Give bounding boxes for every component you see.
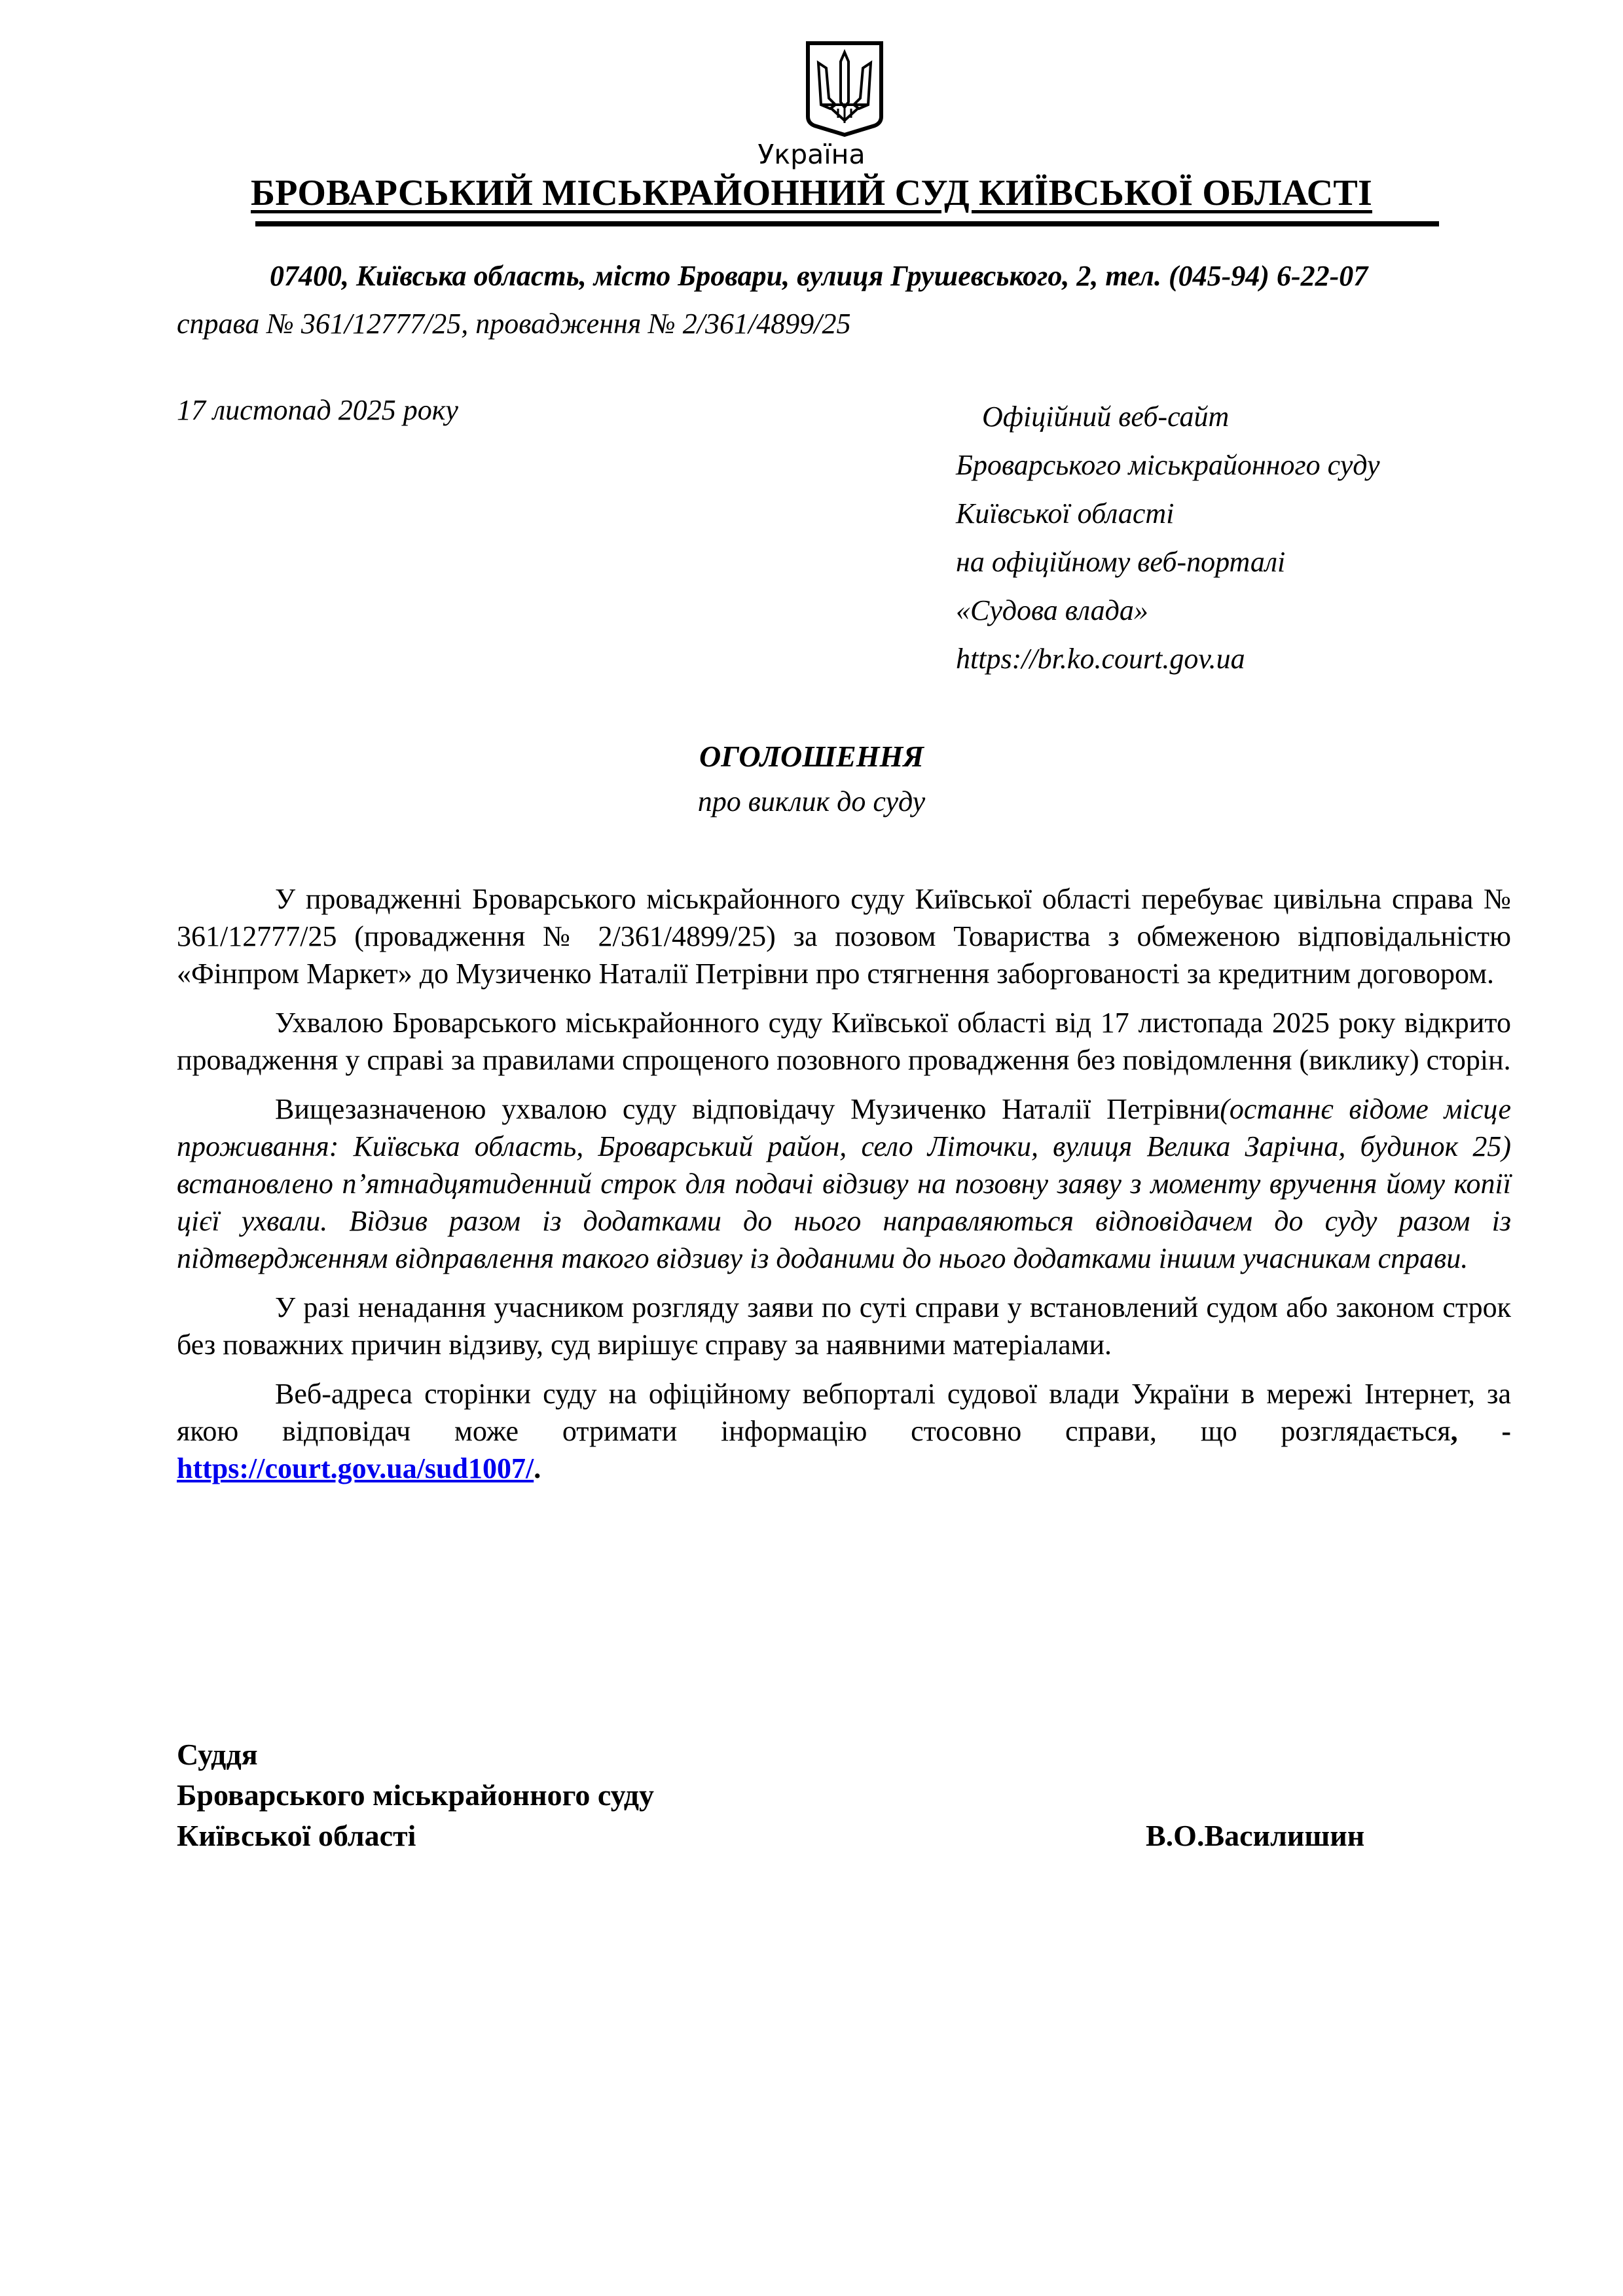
body-paragraph-1: У провадженні Броварського міськрайонного суду Київської області перебуває цивільна справа № 361/12777/25 (провадження № 2/361/4899/25) за позовом Товариства з обмеженою відповідальністю «Фінпром Маркет» до Музиченко Наталії Петрівни про стягнення заборгованості за кредитним договором. [177, 883, 1511, 990]
recipient-block [956, 393, 1379, 683]
recipient-line: «Судова влада» [956, 594, 1148, 626]
header-divider [255, 221, 1439, 226]
announcement-subtitle: про виклик до суду [697, 785, 926, 817]
signature-title: Суддя [177, 1738, 258, 1771]
signature-block [177, 1734, 654, 1856]
court-address: 07400, Київська область, місто Бровари, вулиця Грушевського, 2, тел. (045-94) 6-22-07 [270, 260, 1368, 292]
recipient-url: https://br.ko.court.gov.ua [956, 643, 1245, 675]
body-paragraph-2: Ухвалою Броварського міськрайонного суду Київської області від 17 листопада 2025 року відкрито провадження у справі за правилами спрощеного позовного провадження без повідомлення (виклику) сторін. [177, 1007, 1511, 1076]
country-label: Україна [757, 139, 866, 170]
court-name-heading [0, 171, 1623, 215]
p5-text: Веб-адреса сторінки суду на офіційному вебпорталі судової влади України в мережі Інтернет, за якою відповідач може отримати інформацію стосовно справи, що розглядається [177, 1378, 1511, 1447]
court-page-link[interactable]: https://court.gov.ua/sud1007/ [177, 1452, 534, 1484]
signature-court-line-1: Броварського міськрайонного суду [177, 1778, 655, 1812]
body-paragraph-3 [177, 1090, 1511, 1277]
judge-name: В.О.Василишин [1146, 1819, 1365, 1852]
body-paragraph-5 [177, 1375, 1511, 1487]
signature-court-line-2: Київської області [177, 1819, 416, 1852]
document-date: 17 листопад 2025 року [177, 394, 458, 426]
announcement-title: ОГОЛОШЕННЯ [699, 740, 924, 773]
case-number-line: справа № 361/12777/25, провадження № 2/361/4899/25 [177, 308, 851, 340]
ukraine-coat-of-arms-icon [804, 39, 885, 137]
body-paragraph-4: У разі ненадання учасником розгляду заяви по суті справи у встановлений судом або законом строк без поважних причин відзиву, суд вирішує справу за наявними матеріалами. [177, 1291, 1511, 1361]
announcement-body [177, 880, 1511, 1499]
recipient-line: Київської області [956, 497, 1175, 529]
recipient-line: на офіційному веб-порталі [956, 546, 1286, 578]
court-name-text: БРОВАРСЬКИЙ МІСЬКРАЙОННИЙ СУД КИЇВСЬКОЇ ОБЛАСТІ [251, 173, 1372, 213]
recipient-line: Броварського міськрайонного суду [956, 449, 1380, 481]
p3-italic-text: (останнє відоме місце проживання: Київська область, Броварський район, село Літочки, вулиця Велика Зарічна, будинок 25) встановлено п’ятнадцятиденний строк для подачі відзиву на позовну заяву з моменту вручення йому копії цієї ухвали. Відзив разом із додатками до нього направляються відповідачем до суду разом із підтвердженням відправлення такого відзиву із доданими до нього додатками іншим учасникам справи. [177, 1093, 1512, 1274]
p5-end: . [534, 1452, 541, 1484]
recipient-line: Офіційний веб-сайт [982, 401, 1230, 433]
p3-regular-text: Вищезазначеною ухвалою суду відповідачу Музиченко Наталії Петрівни [275, 1093, 1220, 1125]
p5-separator: , - [1450, 1415, 1512, 1447]
